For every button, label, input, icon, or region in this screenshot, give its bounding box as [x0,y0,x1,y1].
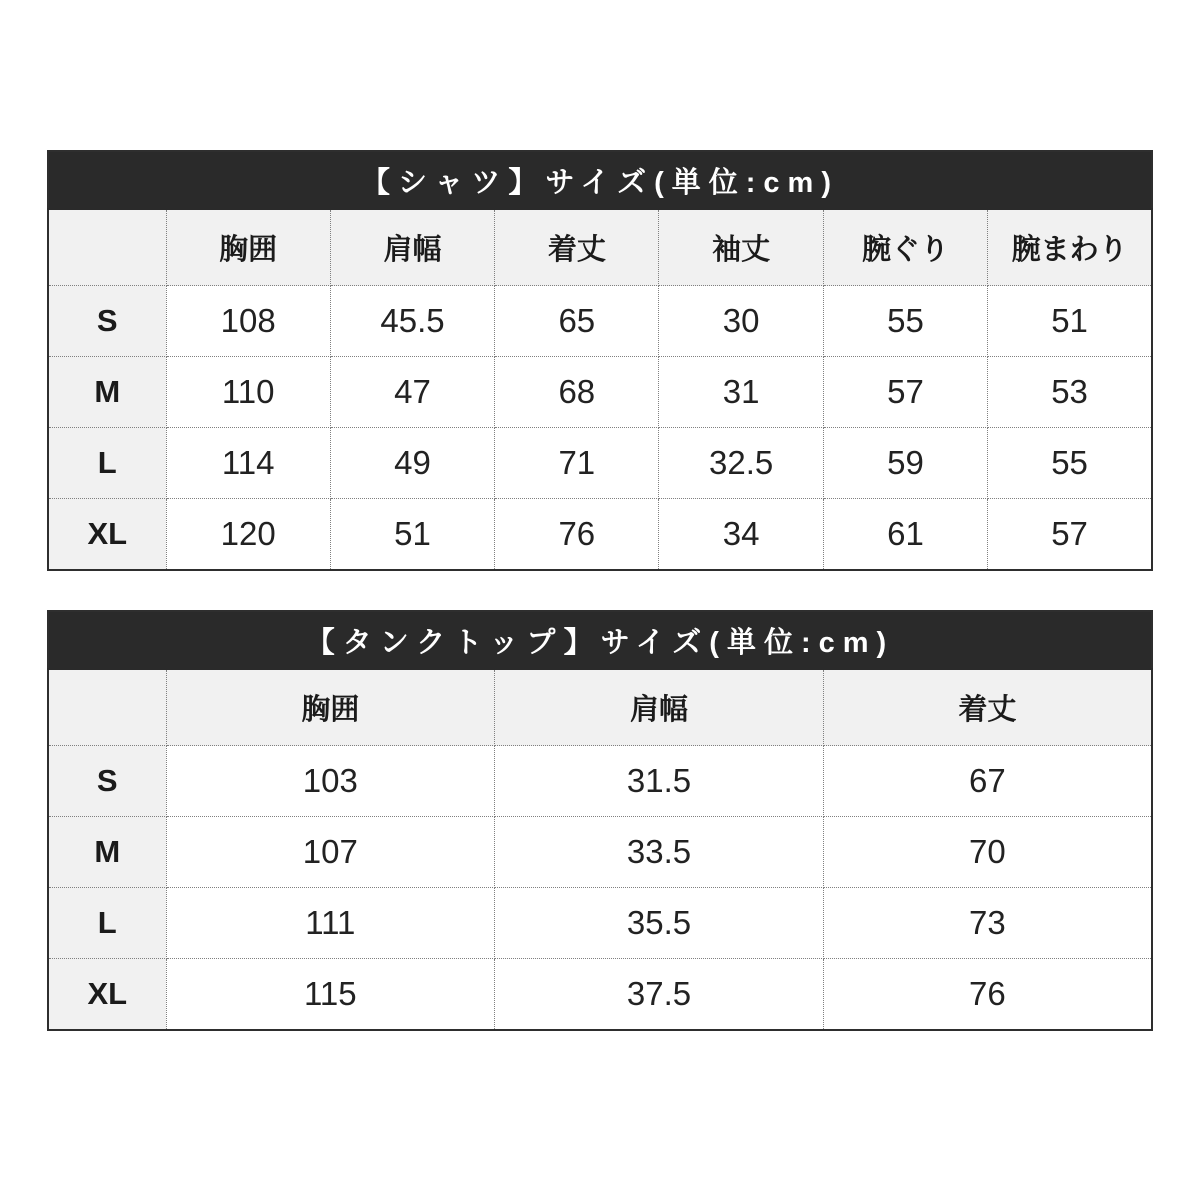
size-value: 51 [988,286,1152,357]
size-value: 115 [166,959,495,1030]
size-value: 76 [495,499,659,570]
shirt-size-table [47,150,1153,571]
size-value: 59 [823,428,987,499]
size-value: 31 [659,357,823,428]
corner-empty-cell [48,209,166,286]
size-value: 51 [330,499,494,570]
tank-header-row [48,669,1152,746]
column-header-length: 着丈 [823,669,1152,746]
size-value: 34 [659,499,823,570]
shirt-table-title: 【シャツ】サイズ(単位:cm) [48,151,1152,209]
shirt-header-row [48,209,1152,286]
size-value: 45.5 [330,286,494,357]
size-label: L [48,428,166,499]
size-label: S [48,286,166,357]
size-label: M [48,357,166,428]
shirt-title-row [48,151,1152,209]
size-value: 31.5 [495,746,824,817]
size-value: 103 [166,746,495,817]
column-header-arm-around: 腕まわり [988,209,1152,286]
column-header-length: 着丈 [495,209,659,286]
column-header-shoulder: 肩幅 [330,209,494,286]
column-header-shoulder: 肩幅 [495,669,824,746]
size-value: 68 [495,357,659,428]
column-header-chest: 胸囲 [166,669,495,746]
size-value: 108 [166,286,330,357]
table-row-m [48,817,1152,888]
table-row-s [48,286,1152,357]
size-value: 71 [495,428,659,499]
size-value: 33.5 [495,817,824,888]
size-label: XL [48,959,166,1030]
table-row-xl [48,959,1152,1030]
size-label: XL [48,499,166,570]
size-value: 35.5 [495,888,824,959]
size-value: 73 [823,888,1152,959]
corner-empty-cell [48,669,166,746]
tank-top-size-table [47,610,1153,1031]
size-value: 114 [166,428,330,499]
size-value: 53 [988,357,1152,428]
size-label: S [48,746,166,817]
table-row-l [48,428,1152,499]
table-row-l [48,888,1152,959]
size-value: 49 [330,428,494,499]
size-label: L [48,888,166,959]
size-value: 57 [988,499,1152,570]
size-value: 32.5 [659,428,823,499]
size-value: 65 [495,286,659,357]
size-value: 47 [330,357,494,428]
size-value: 110 [166,357,330,428]
table-row-s [48,746,1152,817]
size-value: 55 [823,286,987,357]
size-value: 61 [823,499,987,570]
table-row-xl [48,499,1152,570]
column-header-armhole: 腕ぐり [823,209,987,286]
column-header-chest: 胸囲 [166,209,330,286]
size-value: 67 [823,746,1152,817]
column-header-sleeve: 袖丈 [659,209,823,286]
size-value: 57 [823,357,987,428]
tank-title-row [48,611,1152,669]
size-value: 37.5 [495,959,824,1030]
tank-table-title: 【タンクトップ】サイズ(単位:cm) [48,611,1152,669]
size-value: 107 [166,817,495,888]
size-value: 70 [823,817,1152,888]
size-value: 55 [988,428,1152,499]
size-value: 120 [166,499,330,570]
size-value: 76 [823,959,1152,1030]
table-row-m [48,357,1152,428]
size-value: 30 [659,286,823,357]
size-label: M [48,817,166,888]
size-value: 111 [166,888,495,959]
